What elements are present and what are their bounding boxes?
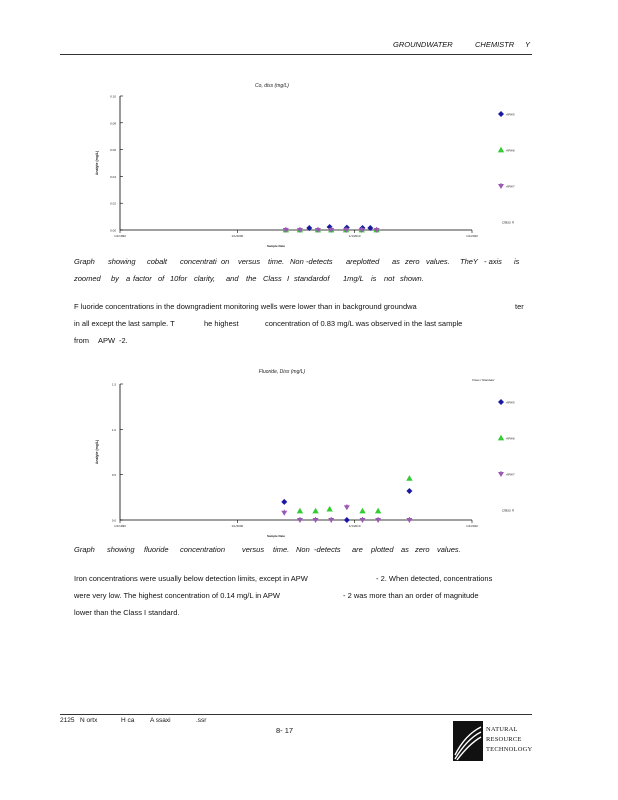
caption-word: TheY [460, 257, 478, 266]
para-line: F luoride concentrations in the downgradient monitoring wells were lower than in background groundwa [74, 302, 417, 311]
caption-word: 10for [170, 274, 188, 283]
caption-word: zero [405, 257, 420, 266]
data-point-apw5 [344, 517, 350, 523]
legend-label: Class II [502, 508, 514, 513]
data-point-apw6 [375, 508, 381, 514]
fluoride-chart [60, 366, 540, 541]
footer-text: N ortx [80, 717, 98, 724]
caption-word: -detects [306, 257, 333, 266]
para-line: lower than the Class I standard. [74, 608, 180, 617]
x-axis-label: Sample Date [266, 244, 286, 248]
data-point-apw5 [406, 488, 412, 494]
para-line: - 2 was more than an order of magnitude [343, 591, 479, 600]
caption-word: -detects [314, 545, 341, 554]
para-line: ter [515, 302, 524, 311]
x-tick-label: 1/1/2010 [348, 524, 361, 528]
y-axis-label: Analyte (mg/L) [95, 150, 99, 176]
caption-word: zoomed [74, 274, 101, 283]
x-axis-label: Sample Date [266, 534, 286, 538]
caption-word: values. [426, 257, 450, 266]
footer-text: 2125 [60, 717, 75, 724]
caption-word: versus [242, 545, 265, 554]
caption-word: Graph [74, 257, 95, 266]
footer-text: H ca [121, 717, 135, 724]
footer-rule [60, 714, 532, 715]
para-line: -2. [119, 336, 128, 345]
y-tick-label: 0.00 [110, 228, 116, 233]
para-line: APW [98, 336, 116, 345]
legend-label: APW5 [506, 400, 515, 405]
x-tick-label: 1/1/2000 [231, 524, 244, 528]
legend-label: APW6 [506, 148, 515, 153]
legend-label: APW7 [506, 472, 515, 477]
page-number: 8- 17 [276, 726, 294, 735]
para-line: were very low. The highest concentration of 0.14 mg/L in APW [74, 591, 280, 600]
chart-note: Class I Standard [472, 378, 495, 382]
chart-title: Fluoride, Diss (mg/L) [258, 369, 306, 375]
caption-word: showing [107, 545, 135, 554]
para-line: Iron concentrations were usually below detection limits, except in APW [74, 574, 308, 583]
caption-word: 1mg/L [343, 274, 364, 283]
y-tick-label: 0.0 [111, 518, 116, 523]
para-line: he highest [204, 319, 239, 328]
x-tick-label: 1/1/1990 [114, 234, 126, 238]
y-tick-label: 0.02 [110, 201, 116, 206]
legend-marker [498, 111, 504, 117]
y-tick-label: 0.10 [110, 94, 116, 99]
y-tick-label: 0.04 [110, 174, 116, 179]
caption-word: shown. [400, 274, 424, 283]
x-tick-label: 1/1/2010 [348, 234, 361, 238]
caption-word: values. [437, 545, 461, 554]
caption-word: is [514, 257, 520, 266]
caption-word: Non [296, 545, 310, 554]
data-point-apw5 [281, 499, 287, 505]
caption-word: showing [108, 257, 136, 266]
caption-word: cobalt [147, 257, 168, 266]
header-right: Y [525, 40, 531, 49]
caption-word: is [371, 274, 377, 283]
legend-label: Class II [502, 220, 514, 225]
caption-word: versus [238, 257, 261, 266]
para-line: concentration of 0.83 mg/L was observed in the last sample [265, 319, 463, 328]
caption-word: I [287, 274, 290, 283]
caption-word: and [226, 274, 239, 283]
caption-word: not [384, 274, 395, 283]
logo-text: NATURAL [486, 726, 518, 733]
y-tick-label: 1.0 [111, 427, 116, 432]
caption-word: Graph [74, 545, 95, 554]
data-point-apw6 [359, 508, 365, 514]
caption-word: the [246, 274, 257, 283]
caption-word: zero [415, 545, 430, 554]
caption-word: as [392, 257, 400, 266]
legend-label: APW5 [506, 112, 515, 117]
caption-word: by [111, 274, 119, 283]
footer-text: .ssr [196, 717, 207, 724]
y-axis-label: Analyte (mg/L) [95, 439, 99, 465]
caption-word: Class [263, 274, 282, 283]
cobalt-chart [60, 78, 540, 258]
legend-marker [498, 435, 504, 441]
x-tick-label: 1/1/2020 [466, 524, 478, 528]
x-tick-label: 1/1/2020 [466, 234, 478, 238]
caption-word: Non [290, 257, 304, 266]
caption-word: are [352, 545, 363, 554]
y-tick-label: 1.5 [111, 382, 116, 387]
para-line: from [74, 336, 89, 345]
caption-word: - axis [484, 257, 502, 266]
caption-word: on [221, 257, 230, 266]
header-left: GROUNDWATER [393, 40, 453, 49]
header-mid: CHEMISTR [475, 40, 515, 49]
chart-title: Co, diss (mg/L) [255, 83, 289, 89]
caption-word: clarity, [194, 274, 216, 283]
para-line: in all except the last sample. T [74, 319, 175, 328]
data-point-apw6 [326, 506, 332, 512]
legend-marker [498, 399, 504, 405]
legend-label: APW6 [506, 436, 515, 441]
data-point-apw6 [312, 508, 318, 514]
x-tick-label: 1/1/1990 [114, 524, 126, 528]
y-tick-label: 0.5 [111, 473, 116, 478]
caption-word: concentrati [180, 257, 217, 266]
caption-word: areplotted [346, 257, 380, 266]
logo-mark-icon [453, 721, 483, 761]
caption-word: time. [273, 545, 290, 554]
logo-text: RESOURCE [486, 736, 522, 743]
x-tick-label: 1/1/2000 [231, 234, 244, 238]
caption-word: plotted [371, 545, 394, 554]
footer-text: A ssaxi [150, 717, 171, 724]
y-tick-label: 0.06 [110, 148, 116, 153]
caption-word: of [158, 274, 165, 283]
logo-text: TECHNOLOGY [486, 746, 533, 753]
legend-label: APW7 [506, 184, 515, 189]
company-logo [453, 721, 533, 765]
caption-word: factor [133, 274, 152, 283]
caption-word: standardof [294, 274, 330, 283]
data-point-apw6 [297, 508, 303, 514]
caption-word: time. [268, 257, 285, 266]
data-point-apw6 [406, 475, 412, 481]
caption-word: concentration [180, 545, 226, 554]
para-line: - 2. When detected, concentrations [376, 574, 493, 583]
header-rule [60, 54, 532, 55]
caption-word: fluoride [144, 545, 169, 554]
caption-word: as [401, 545, 409, 554]
y-tick-label: 0.08 [110, 121, 116, 126]
caption-word: a [126, 274, 131, 283]
legend-marker [498, 147, 504, 153]
